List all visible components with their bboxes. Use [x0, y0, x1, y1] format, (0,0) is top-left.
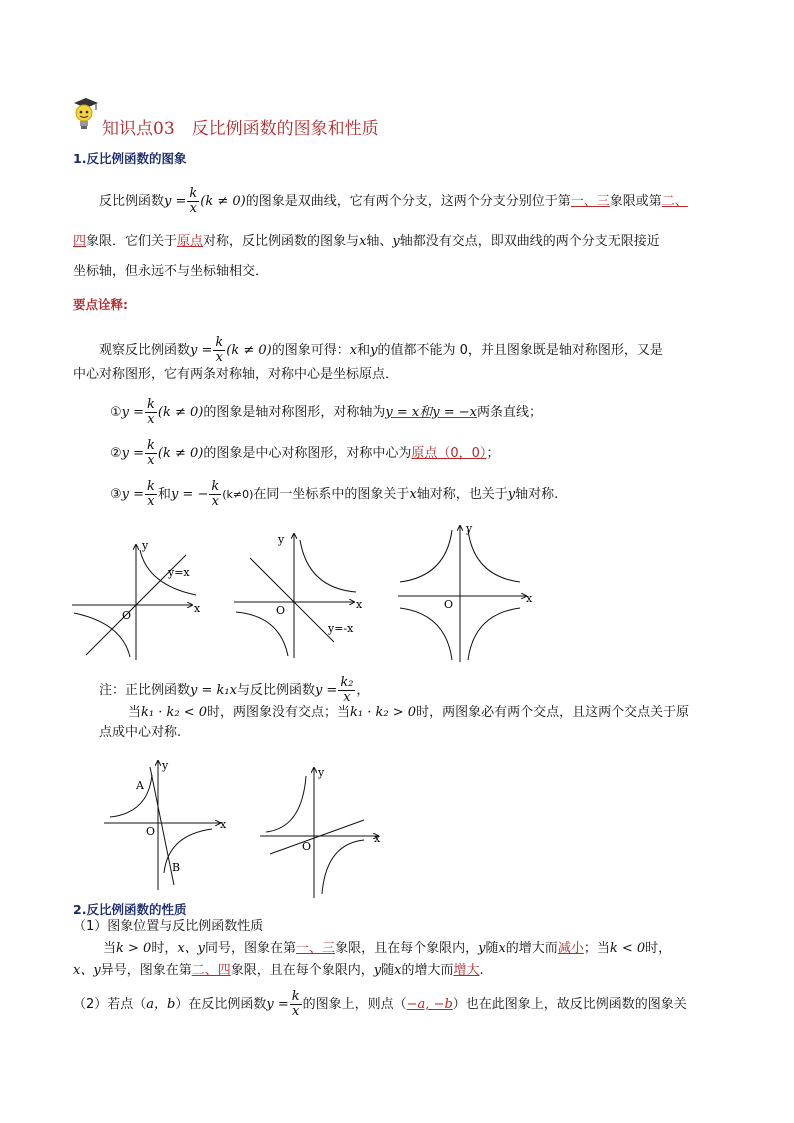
keypoint-label: 要点诠释: [73, 297, 128, 312]
paragraph-line: 观察反比例函数y = $\frac{k}{x}$ (k ≠ 0)的图象可得：x和y的值都不能为 0，并且图象既是轴对称图形，又是 [99, 335, 663, 365]
section-heading: 1.反比例函数的图象 [73, 151, 187, 166]
svg-text:x: x [194, 602, 201, 615]
svg-text:O: O [146, 825, 156, 838]
paragraph-line: 反比例函数y = $\frac{k}{x}$ (k ≠ 0)的图象是双曲线，它有两个分支，这两个分支分别位于第一、三象限或第二、 [99, 186, 688, 216]
paragraph-line: x、y异号，图象在第二、四象限，且在每个象限内，y随x的增大而增大. [73, 963, 484, 978]
graph-four-branches [394, 520, 534, 665]
graph-axis-y-eq-x [68, 535, 208, 665]
svg-text:x: x [526, 592, 533, 605]
note-line: 注：正比例函数y = k₁x与反比例函数y = $\frac{\text{k₂}}{x}$ ， [99, 675, 370, 705]
paragraph-line: （2）若点（a，b）在反比例函数y = $\frac{k}{x}$ 的图象上，则点（−a, −b）也在此图象上，故反比例函数的图象关 [73, 989, 687, 1019]
svg-text:y: y [142, 539, 149, 552]
svg-text:y=x: y=x [168, 566, 190, 579]
graph-two-intersections [256, 762, 386, 902]
svg-text:x: x [356, 598, 363, 611]
paragraph-line: 坐标轴，但永远不与坐标轴相交． [73, 264, 269, 279]
svg-text:B: B [172, 861, 181, 874]
note-line: 当k₁ · k₂ < 0时，两图象没有交点；当k₁ · k₂ > 0时，两图象必有两个交点，且这两个交点关于原 [128, 705, 690, 720]
paragraph-line: 当k > 0时，x、y同号，图象在第一、三象限，且在每个象限内，y随x的增大而减小；当k < 0时， [103, 941, 672, 956]
subheading: （1）图象位置与反比例函数性质 [73, 919, 264, 934]
page-title: 知识点03 反比例函数的图象和性质 [102, 119, 379, 139]
paragraph-line: 中心对称图形，它有两条对称轴，对称中心是坐标原点． [73, 367, 399, 382]
section-heading: 2.反比例函数的性质 [73, 902, 187, 917]
list-item: ③y = $\frac{k}{x}$ 和y = − $\frac{k}{x}$ (k≠0)在同一坐标系中的图象关于x轴对称，也关于y轴对称. [110, 479, 559, 509]
svg-text:x: x [374, 832, 381, 845]
paragraph-line: 四象限．它们关于原点对称，反比例函数的图象与x轴、y轴都没有交点，即双曲线的两个分支无限接近 [73, 234, 660, 249]
svg-text:y: y [278, 533, 285, 546]
list-item: ①y = $\frac{k}{x}$ (k ≠ 0)的图象是轴对称图形，对称轴为y = x和y = −x两条直线； [110, 397, 542, 427]
svg-text:A: A [136, 779, 144, 792]
note-line: 点成中心对称. [99, 725, 182, 740]
svg-text:y=-x: y=-x [328, 622, 354, 635]
svg-text:O: O [276, 604, 286, 617]
svg-text:y: y [466, 522, 473, 535]
svg-text:O: O [122, 609, 132, 622]
graph-axis-y-eq-neg-x [230, 528, 370, 663]
svg-text:y: y [318, 766, 325, 779]
svg-text:O: O [302, 840, 312, 853]
graph-no-intersection [100, 755, 235, 895]
svg-text:x: x [220, 818, 227, 831]
svg-text:y: y [162, 759, 169, 772]
bulb-mascot-icon [70, 96, 100, 132]
list-item: ②y = $\frac{k}{x}$ (k ≠ 0)的图象是中心对称图形，对称中心为原点（0，0）； [110, 438, 500, 468]
svg-text:O: O [444, 598, 454, 611]
